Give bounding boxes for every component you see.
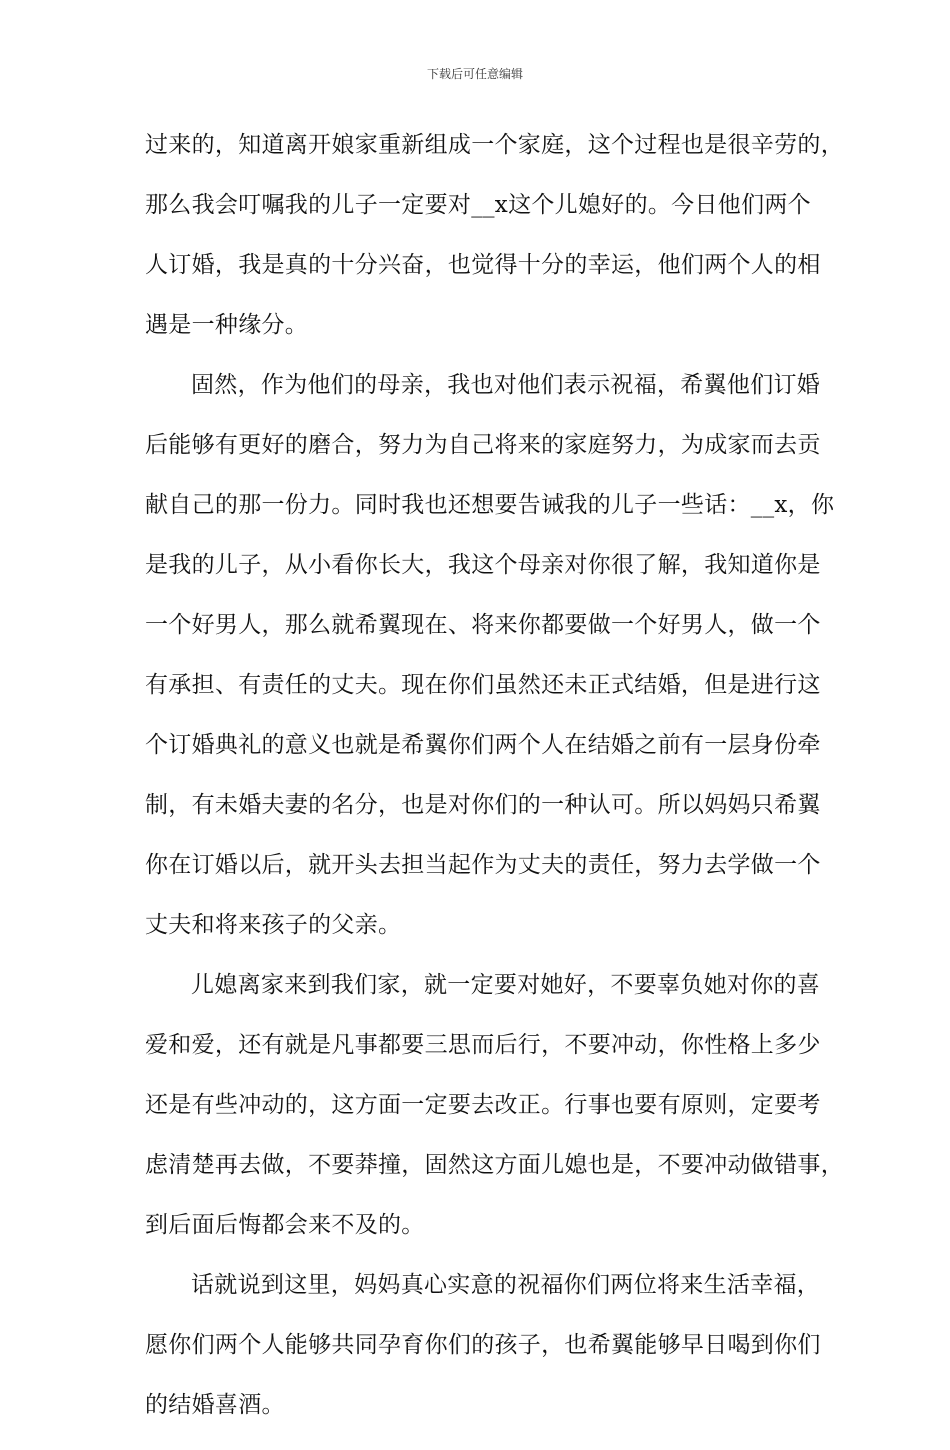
text-line: 爱和爱，还有就是凡事都要三思而后行，不要冲动，你性格上多少 [145, 1032, 821, 1058]
text-line: 后能够有更好的磨合，努力为自己将来的家庭努力，为成家而去贡 [145, 432, 821, 458]
text-line: 献自己的那一份力。同时我也还想要告诫我的儿子一些话：__x，你 [145, 492, 835, 518]
text-line: 是我的儿子，从小看你长大，我这个母亲对你很了解，我知道你是 [145, 552, 821, 578]
text-line: 的结婚喜酒。 [145, 1392, 285, 1418]
text-line: 你在订婚以后，就开头去担当起作为丈夫的责任，努力去学做一个 [145, 852, 821, 878]
text-line: 还是有些冲动的，这方面一定要去改正。行事也要有原则，定要考 [145, 1092, 821, 1118]
text-line: 个订婚典礼的意义也就是希翼你们两个人在结婚之前有一层身份牵 [145, 732, 821, 758]
text-line: 遇是一种缘分。 [145, 312, 309, 338]
text-line: 话就说到这里，妈妈真心实意的祝福你们两位将来生活幸福， [191, 1272, 821, 1298]
text-line: 固然，作为他们的母亲，我也对他们表示祝福，希翼他们订婚 [191, 372, 821, 398]
text-line: 虑清楚再去做，不要莽撞，固然这方面儿媳也是，不要冲动做错事， [145, 1152, 844, 1178]
text-line: 那么我会叮嘱我的儿子一定要对__x这个儿媳好的。今日他们两个 [145, 192, 811, 218]
header-note: 下载后可任意编辑 [426, 67, 523, 81]
text-line: 有承担、有责任的丈夫。现在你们虽然还未正式结婚，但是进行这 [145, 672, 821, 698]
text-line: 丈夫和将来孩子的父亲。 [145, 912, 402, 938]
text-line: 到后面后悔都会来不及的。 [145, 1212, 425, 1238]
text-line: 人订婚，我是真的十分兴奋，也觉得十分的幸运，他们两个人的相 [145, 252, 821, 278]
text-line: 儿媳离家来到我们家，就一定要对她好，不要辜负她对你的喜 [191, 972, 821, 998]
document-body [145, 130, 844, 1450]
text-line: 一个好男人，那么就希翼现在、将来你都要做一个好男人，做一个 [145, 612, 821, 638]
text-line: 愿你们两个人能够共同孕育你们的孩子，也希翼能够早日喝到你们 [145, 1332, 821, 1358]
text-line: 制，有未婚夫妻的名分，也是对你们的一种认可。所以妈妈只希翼 [145, 792, 821, 818]
text-line: 过来的，知道离开娘家重新组成一个家庭，这个过程也是很辛劳的， [145, 132, 844, 158]
